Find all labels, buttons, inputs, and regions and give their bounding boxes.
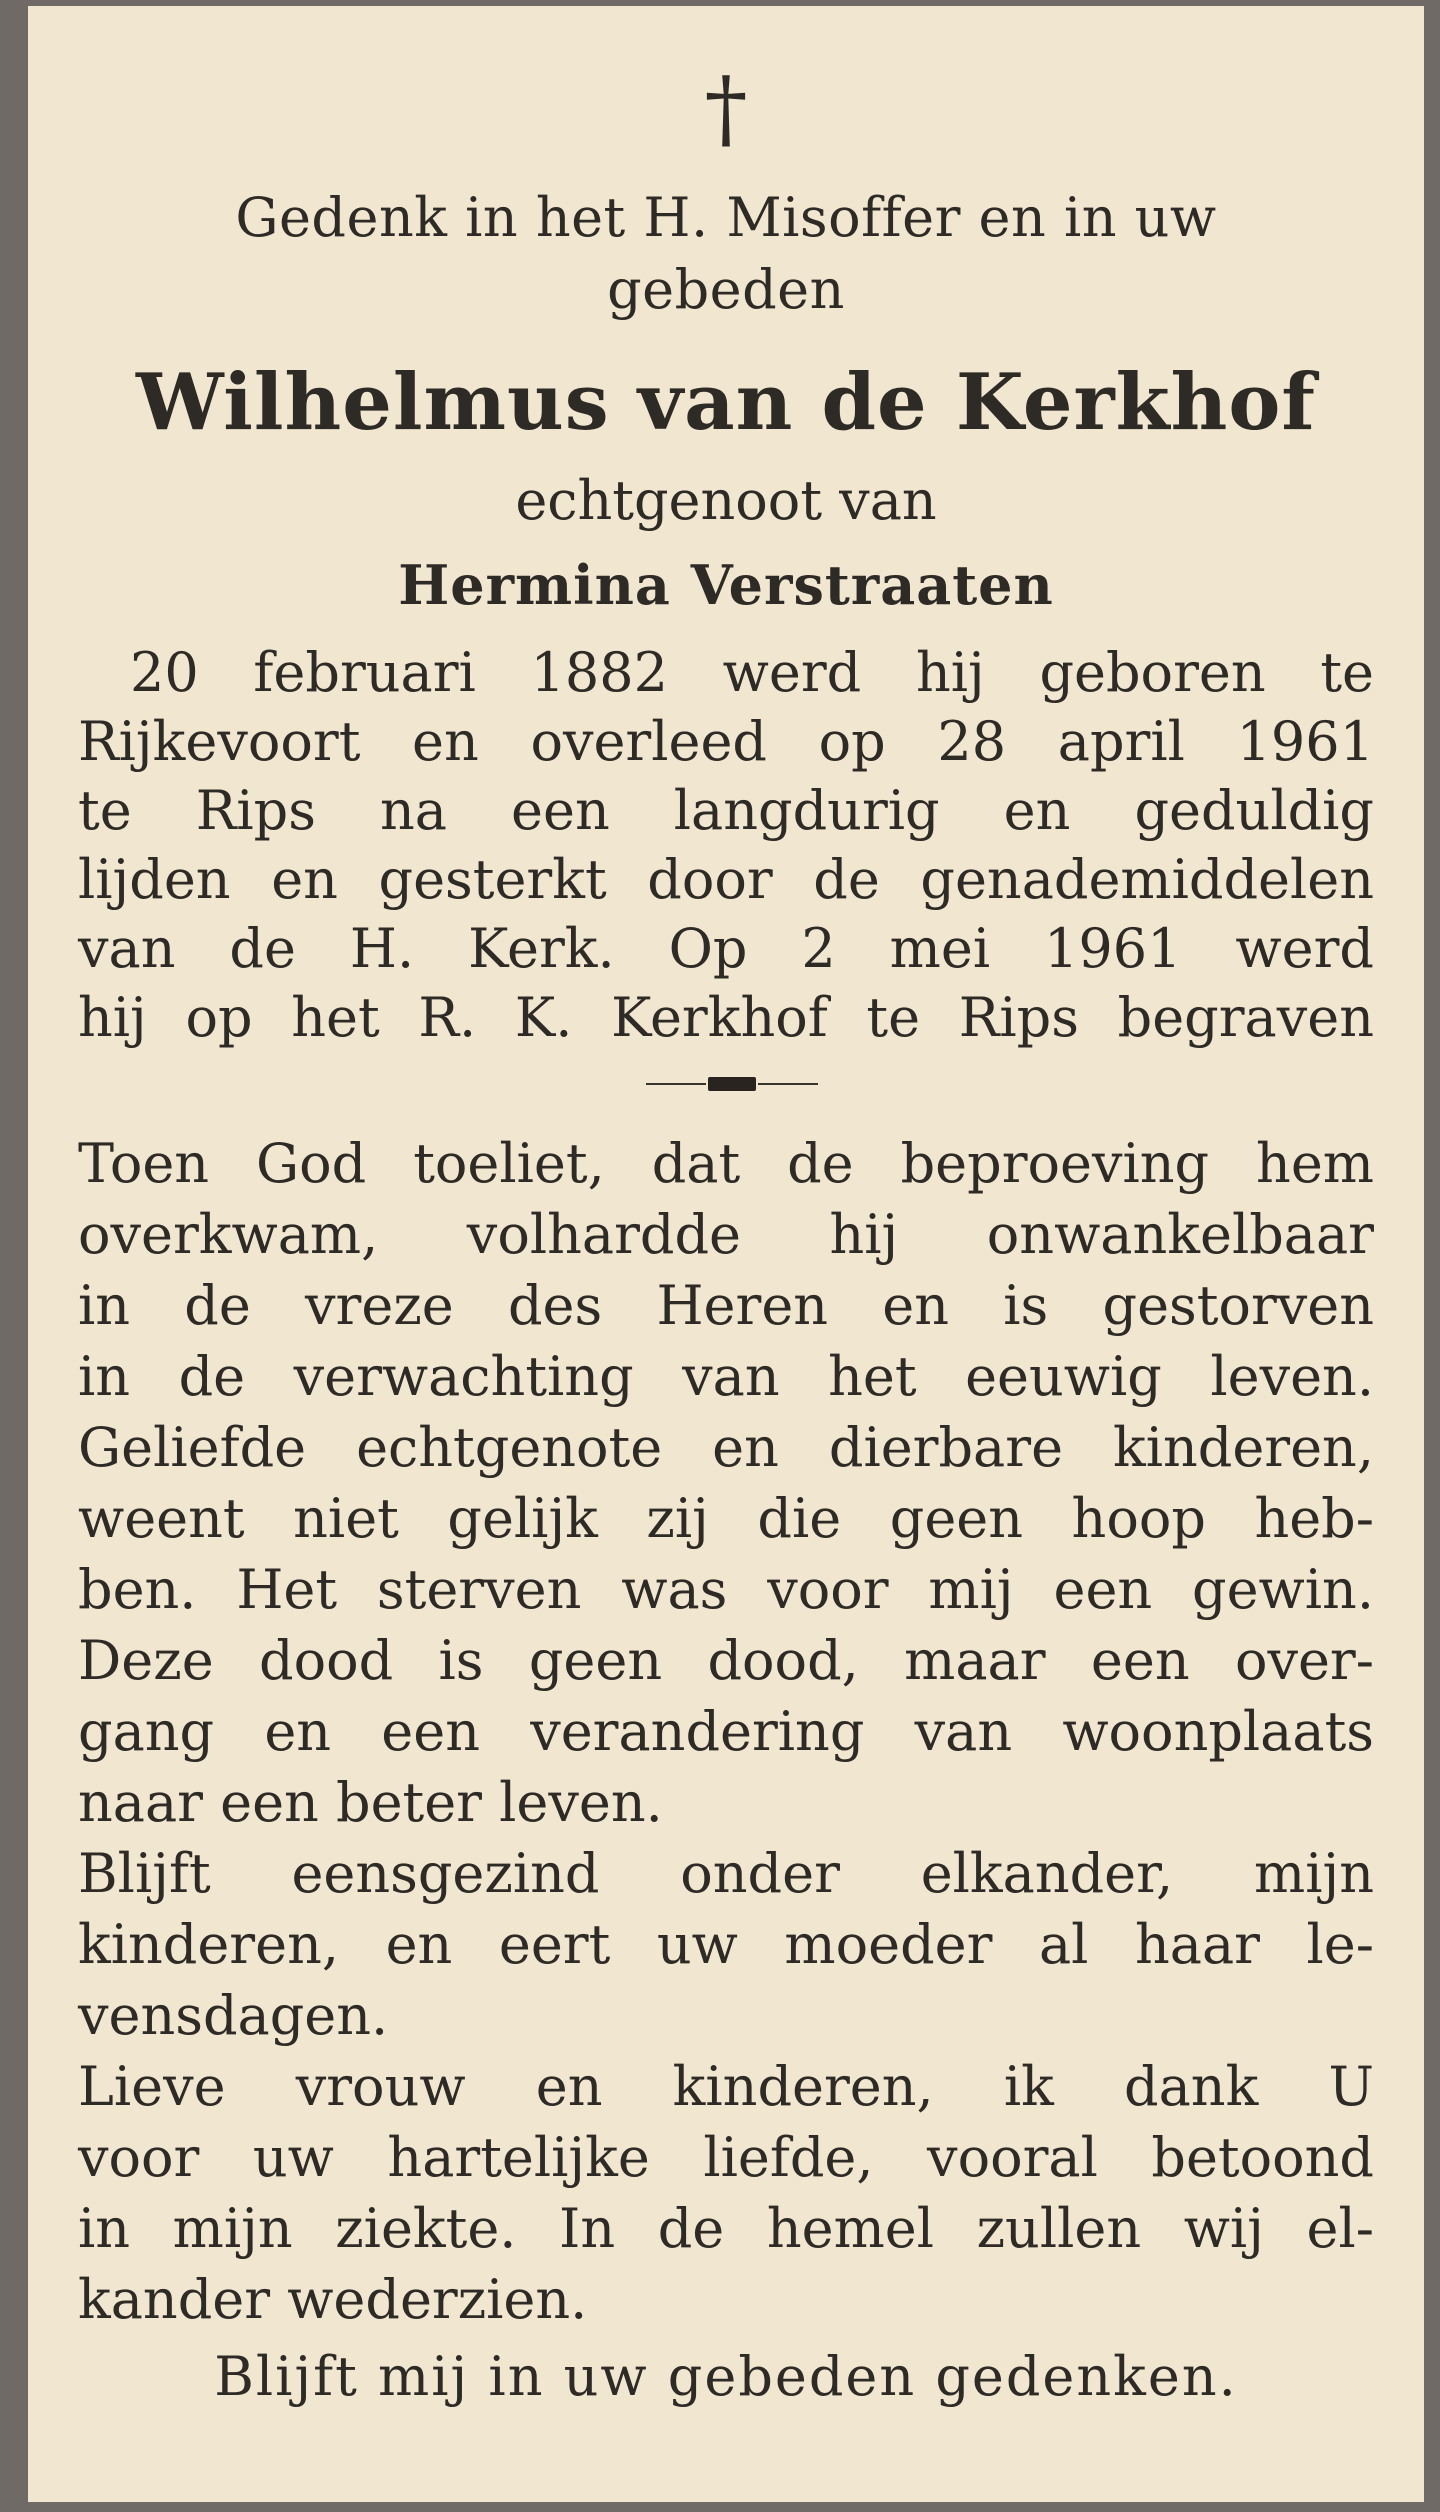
text-line: in de vreze des Heren en is gestorven (78, 1274, 1374, 1337)
text-line: Geliefde echtgenote en dierbare kinderen, (78, 1416, 1374, 1479)
divider-ornament-icon (708, 1077, 756, 1091)
text-line: Blijft eensgezind onder elkander, mijn (78, 1842, 1374, 1905)
text-line: overkwam, volhardde hij onwankelbaar (78, 1203, 1374, 1266)
divider-rule-left (646, 1083, 706, 1085)
text-line: naar een beter leven. (78, 1771, 663, 1834)
closing-line: Blijft mij in uw gebeden gedenken. (214, 2345, 1238, 2408)
text-line: kander wederzien. (78, 2268, 588, 2331)
biography (78, 638, 1374, 1052)
text-line: gang en een verandering van woonplaats (78, 1700, 1374, 1763)
bio-line: 20 februari 1882 werd hij geboren te (130, 641, 1374, 704)
text-line: Deze dood is geen dood, maar een over- (78, 1629, 1374, 1692)
intro-line: Gedenk in het H. Misoffer en in uw (235, 186, 1217, 249)
bio-line: hij op het R. K. Kerkhof te Rips begraven (78, 986, 1374, 1049)
intro-line: gebeden (607, 258, 845, 321)
cross-icon: † (704, 59, 748, 159)
card-content (78, 59, 1374, 2412)
spouse-name: Hermina Verstraaten (398, 553, 1054, 617)
text-line: Toen God toeliet, dat de beproeving hem (78, 1132, 1374, 1195)
bio-line: lijden en gesterkt door de genademiddelen (78, 848, 1374, 911)
text-line: weent niet gelijk zij die geen hoop heb- (78, 1487, 1374, 1550)
deceased-name: Wilhelmus van de Kerkhof (136, 357, 1316, 448)
text-line: Lieve vrouw en kinderen, ik dank U (78, 2055, 1374, 2118)
text-line: in de verwachting van het eeuwig leven. (78, 1345, 1374, 1408)
text-line: in mijn ziekte. In de hemel zullen wij el- (78, 2197, 1374, 2260)
text-line: ben. Het sterven was voor mij een gewin. (78, 1558, 1374, 1621)
divider-rule-right (758, 1083, 818, 1085)
bio-line: te Rips na een langdurig en geduldig (78, 779, 1374, 842)
text-line: voor uw hartelijke liefde, vooral betoond (78, 2126, 1374, 2189)
bio-line: van de H. Kerk. Op 2 mei 1961 werd (78, 917, 1374, 980)
bio-line: Rijkevoort en overleed op 28 april 1961 (78, 710, 1374, 773)
intro-text (78, 182, 1374, 326)
ornament-divider (78, 1070, 1374, 1098)
memorial-card (28, 6, 1424, 2502)
memorial-text (78, 1128, 1374, 2335)
text-line: kinderen, en eert uw moeder al haar le- (78, 1913, 1374, 1976)
spouse-label: echtgenoot van (515, 469, 937, 532)
text-line: vensdagen. (78, 1984, 389, 2047)
